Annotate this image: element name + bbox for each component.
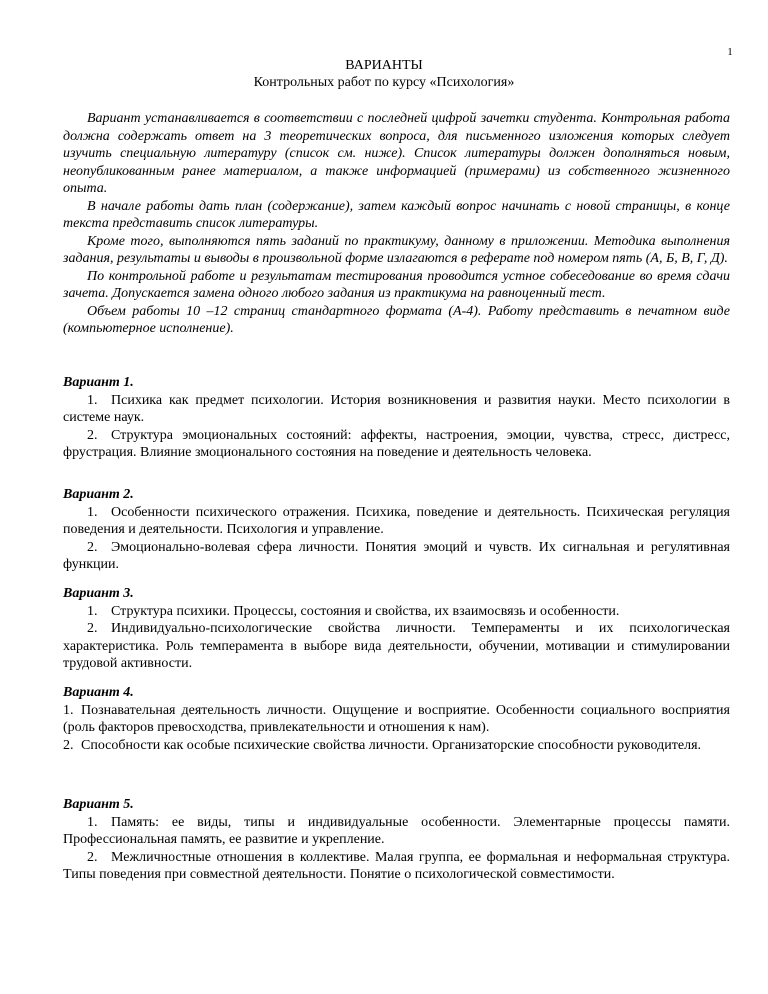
variant-2 [63, 486, 730, 574]
document-title-block [0, 57, 768, 91]
variant-title: Вариант 3. [63, 586, 134, 601]
item-number: 2. [87, 427, 98, 443]
item-text: Эмоционально-волевая сфера личности. Понятия эмоций и чувств. Их сигнальная и регулятивная функции. [63, 539, 730, 572]
variant-item [63, 392, 730, 427]
page-number: 1 [727, 46, 733, 58]
variant-title: Вариант 1. [63, 375, 134, 390]
item-text: Структура эмоциональных состояний: аффекты, настроения, эмоции, чувства, стресс, дистресс, фрустрация. Влияние змоционального состояния на поведение и деятельность человека. [63, 427, 730, 460]
intro-paragraph: Объем работы 10 –12 страниц стандартного формата (А-4). Работу представить в печатном виде (компьютерное исполнение). [63, 303, 730, 336]
item-number: 1. [87, 504, 98, 520]
variant-item [63, 814, 730, 849]
item-number: 2. [87, 539, 98, 555]
item-text: Память: ее виды, типы и индивидуальные особенности. Элементарные процессы памяти. Профессиональная память, ее развитие и укрепление. [63, 814, 730, 847]
variant-item [63, 539, 730, 574]
variant-item [63, 737, 730, 755]
variant-title: Вариант 4. [63, 685, 134, 700]
variant-item [63, 504, 730, 539]
variant-item [63, 603, 730, 621]
item-text: Особенности психического отражения. Психика, поведение и деятельность. Психическая регуляция поведения и деятельности. Психология и управление. [63, 504, 730, 537]
variant-item [63, 702, 730, 737]
intro-section [63, 110, 730, 338]
variant-1 [63, 374, 730, 462]
variant-item [63, 849, 730, 884]
item-number: 1. [87, 392, 98, 408]
variant-5 [63, 796, 730, 884]
intro-paragraph: Кроме того, выполняются пять заданий по практикуму, данному в приложении. Методика выполнения задания, результаты и выводы в произвольной форме излагаются в реферате под номером пять (А, Б, В, Г, Д). [63, 233, 730, 266]
variant-item [63, 427, 730, 462]
document-heading: ВАРИАНТЫ [345, 58, 423, 73]
item-number: 2. [87, 849, 98, 865]
variant-title: Вариант 5. [63, 797, 134, 812]
intro-paragraph: Вариант устанавливается в соответствии с последней цифрой зачетки студента. Контрольная работа должна содержать ответ на 3 теоретических вопроса, для письменного изложения которых следует изучить специальную литературу (список см. ниже). Список литературы должен дополняться новым, неопубликованным ранее материалом, а также информацией (примерами) из собственного жизненного опыта. [63, 111, 730, 196]
intro-paragraph: По контрольной работе и результатам тестирования проводится устное собеседование во время сдачи зачета. Допускается замена одного любого задания из практикума на равноценный тест. [63, 268, 730, 301]
variant-title: Вариант 2. [63, 487, 134, 502]
item-number: 1. [87, 603, 98, 619]
variant-3 [63, 585, 730, 673]
item-text: Индивидуально-психологические свойства личности. Темпераменты и их психологическая характеристика. Роль темперамента в выборе вида деятельности, обучении, мотивации и стимулировании трудовой активности. [63, 621, 730, 671]
variant-4 [63, 684, 730, 754]
document-subheading: Контрольных работ по курсу «Психология» [253, 75, 515, 90]
item-number: 1. [63, 702, 74, 718]
variant-item [63, 620, 730, 673]
item-text: Способности как особые психические свойства личности. Организаторские способности руководителя. [81, 737, 702, 753]
item-text: Структура психики. Процессы, состояния и свойства, их взаимосвязь и особенности. [111, 603, 620, 619]
item-number: 1. [87, 814, 98, 830]
item-number: 2. [63, 737, 74, 753]
item-text: Познавательная деятельность личности. Ощущение и восприятие. Особенности социального восприятия (роль факторов превосходства, привлекательности и отношения к нам). [63, 702, 730, 735]
intro-paragraph: В начале работы дать план (содержание), затем каждый вопрос начинать с новой страницы, в конце текста представить список литературы. [63, 198, 730, 231]
item-text: Межличностные отношения в коллективе. Малая группа, ее формальная и неформальная структура. Типы поведения при совместной деятельности. Понятие о психологической совместимости. [63, 849, 730, 882]
item-text: Психика как предмет психологии. История возникновения и развития науки. Место психологии в системе наук. [63, 392, 730, 425]
item-number: 2. [87, 621, 98, 636]
